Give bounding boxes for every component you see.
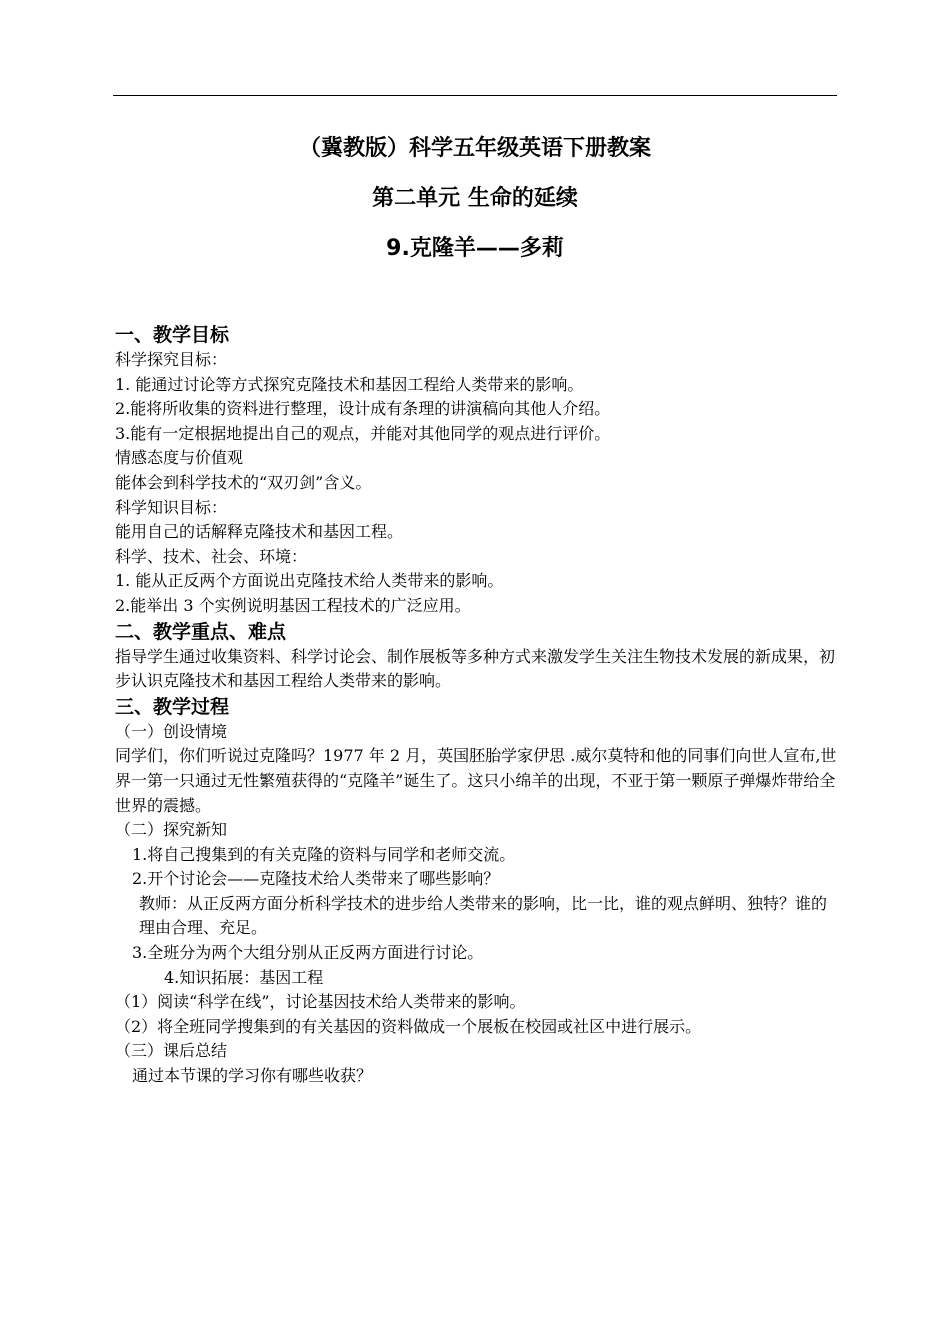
- header-rule: [113, 95, 837, 96]
- lesson-title: 9.克隆羊——多莉: [386, 236, 564, 261]
- key-points-paragraph: 指导学生通过收集资料、科学讨论会、制作展板等多种方式来激发学生关注生物技术发展的新成果，初步认识克隆技术和基因工程给人类带来的影响。: [115, 646, 836, 691]
- section-heading-objectives: 一、教学目标: [115, 324, 230, 346]
- scenario-paragraph: 同学们，你们听说过克隆吗？1977 年 2 月，英国胚胎学家伊思 .威尔莫特和他的同事们向世人宣布,世界一第一只通过无性繁殖获得的“克隆羊”诞生了。这只小绵羊的出现，不亚于第一颗原子弹爆炸带给全世界的震撼。: [115, 746, 837, 815]
- objective-line: 1. 能从正反两个方面说出克隆技术给人类带来的影响。: [115, 571, 504, 591]
- extension-subitem: （1）阅读“科学在线”，讨论基因技术给人类带来的影响。: [115, 992, 526, 1012]
- objective-line: 3.能有一定根据地提出自己的观点，并能对其他同学的观点进行评价。: [115, 423, 611, 443]
- process-item: 4.知识拓展：基因工程: [164, 967, 324, 987]
- extension-subitem: （2）将全班同学搜集到的有关基因的资料做成一个展板在校园或社区中进行展示。: [115, 1016, 702, 1036]
- process-item: 1.将自己搜集到的有关克隆的资料与同学和老师交流。: [132, 844, 516, 864]
- process-part-title: （三）课后总结: [115, 1041, 228, 1061]
- unit-title: 第二单元 生命的延续: [372, 186, 578, 211]
- objective-line: 情感态度与价值观: [115, 448, 244, 468]
- objective-line: 能体会到科学技术的“双刃剑”含义。: [115, 472, 372, 492]
- summary-question: 通过本节课的学习你有哪些收获？: [132, 1066, 373, 1086]
- section-heading-process: 三、教学过程: [115, 695, 230, 718]
- process-item: 2.开个讨论会——克隆技术给人类带来了哪些影响？: [132, 869, 500, 889]
- objective-line: 科学探究目标：: [115, 350, 228, 369]
- section-heading-key-points: 二、教学重点、难点: [115, 620, 287, 643]
- objective-line: 2.能举出 3 个实例说明基因工程技术的广泛应用。: [115, 595, 471, 615]
- objective-line: 科学、技术、社会、环境：: [115, 546, 308, 566]
- document-body: [115, 322, 837, 1089]
- objective-line: 2.能将所收集的资料进行整理，设计成有条理的讲演稿向其他人介绍。: [115, 399, 611, 419]
- process-part-title: （一）创设情境: [115, 721, 228, 741]
- objective-line: 科学知识目标：: [115, 497, 228, 517]
- process-part-title: （二）探究新知: [115, 820, 228, 840]
- process-item: 3.全班分为两个大组分别从正反两方面进行讨论。: [132, 943, 484, 963]
- document-title: （冀教版）科学五年级英语下册教案: [298, 136, 651, 161]
- objective-line: 1. 能通过讨论等方式探究克隆技术和基因工程给人类带来的影响。: [115, 374, 584, 394]
- teacher-note: 教师：从正反两方面分析科学技术的进步给人类带来的影响，比一比，谁的观点鲜明、独特？谁的理由合理、充足。: [139, 893, 828, 938]
- objective-line: 能用自己的话解释克隆技术和基因工程。: [115, 522, 404, 542]
